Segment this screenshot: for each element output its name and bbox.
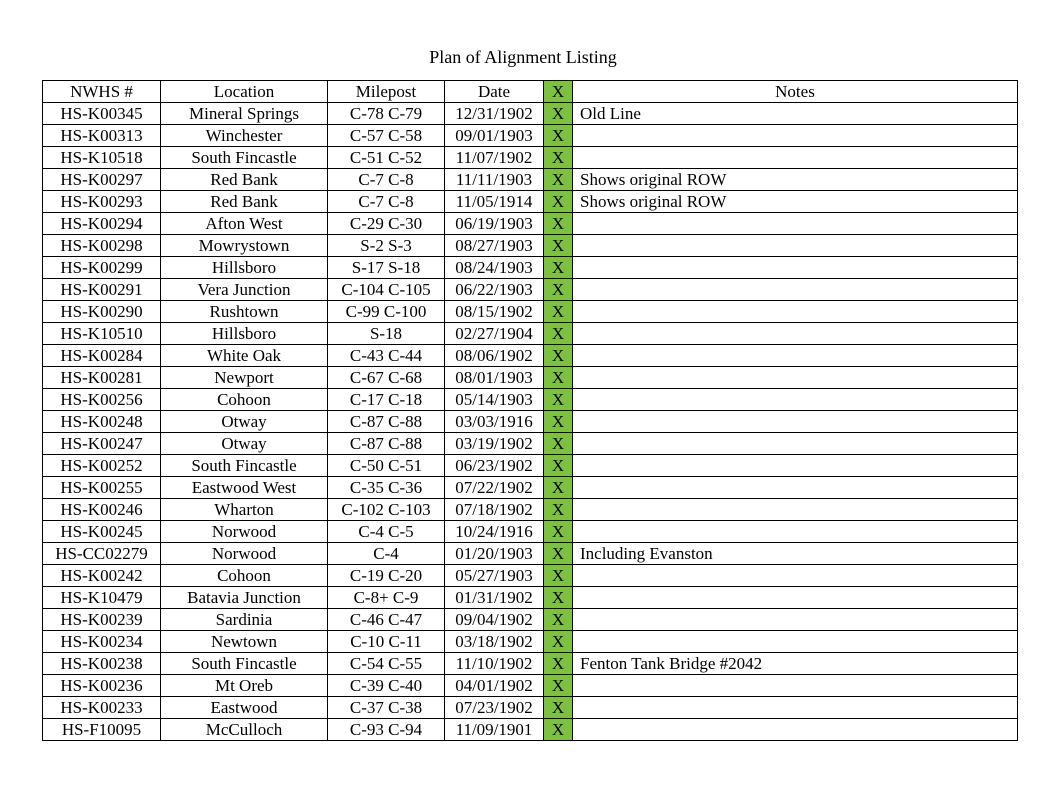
table-row xyxy=(43,323,1018,345)
cell-x-mark: X xyxy=(544,609,573,631)
cell-date: 11/09/1901 xyxy=(445,719,544,741)
cell-x-mark: X xyxy=(544,389,573,411)
cell-date: 06/19/1903 xyxy=(445,213,544,235)
table-row xyxy=(43,499,1018,521)
table-row xyxy=(43,345,1018,367)
cell-location: Hillsboro xyxy=(161,257,328,279)
cell-x-mark: X xyxy=(544,169,573,191)
cell-location: Batavia Junction xyxy=(161,587,328,609)
cell-notes xyxy=(573,235,1018,257)
cell-nwhs: HS-K00247 xyxy=(43,433,161,455)
cell-notes: Shows original ROW xyxy=(573,191,1018,213)
table-row xyxy=(43,543,1018,565)
cell-nwhs: HS-K00299 xyxy=(43,257,161,279)
cell-date: 05/14/1903 xyxy=(445,389,544,411)
cell-x-mark: X xyxy=(544,279,573,301)
table-row xyxy=(43,389,1018,411)
cell-date: 11/11/1903 xyxy=(445,169,544,191)
cell-notes xyxy=(573,697,1018,719)
cell-location: Winchester xyxy=(161,125,328,147)
cell-nwhs: HS-K00293 xyxy=(43,191,161,213)
cell-notes xyxy=(573,587,1018,609)
cell-x-mark: X xyxy=(544,653,573,675)
cell-notes xyxy=(573,433,1018,455)
cell-x-mark: X xyxy=(544,235,573,257)
cell-milepost: C-19 C-20 xyxy=(328,565,445,587)
cell-location: Eastwood xyxy=(161,697,328,719)
cell-x-mark: X xyxy=(544,411,573,433)
table-row xyxy=(43,719,1018,741)
cell-location: Norwood xyxy=(161,521,328,543)
cell-date: 06/23/1902 xyxy=(445,455,544,477)
cell-location: Hillsboro xyxy=(161,323,328,345)
cell-date: 07/23/1902 xyxy=(445,697,544,719)
cell-notes: Old Line xyxy=(573,103,1018,125)
cell-notes: Shows original ROW xyxy=(573,169,1018,191)
cell-notes xyxy=(573,719,1018,741)
cell-nwhs: HS-K00238 xyxy=(43,653,161,675)
cell-milepost: C-7 C-8 xyxy=(328,169,445,191)
cell-x-mark: X xyxy=(544,191,573,213)
cell-nwhs: HS-K00290 xyxy=(43,301,161,323)
cell-milepost: C-29 C-30 xyxy=(328,213,445,235)
column-header-nwhs: NWHS # xyxy=(43,81,161,103)
cell-milepost: C-43 C-44 xyxy=(328,345,445,367)
cell-nwhs: HS-F10095 xyxy=(43,719,161,741)
cell-milepost: C-93 C-94 xyxy=(328,719,445,741)
cell-milepost: C-17 C-18 xyxy=(328,389,445,411)
table-row xyxy=(43,521,1018,543)
cell-notes xyxy=(573,257,1018,279)
cell-x-mark: X xyxy=(544,477,573,499)
cell-location: Cohoon xyxy=(161,565,328,587)
cell-milepost: C-46 C-47 xyxy=(328,609,445,631)
cell-milepost: C-87 C-88 xyxy=(328,411,445,433)
cell-date: 11/10/1902 xyxy=(445,653,544,675)
cell-location: Cohoon xyxy=(161,389,328,411)
cell-nwhs: HS-K10518 xyxy=(43,147,161,169)
table-row xyxy=(43,675,1018,697)
cell-nwhs: HS-K00233 xyxy=(43,697,161,719)
cell-notes xyxy=(573,455,1018,477)
cell-milepost: C-4 xyxy=(328,543,445,565)
table-row xyxy=(43,279,1018,301)
table-row xyxy=(43,235,1018,257)
cell-x-mark: X xyxy=(544,323,573,345)
cell-x-mark: X xyxy=(544,455,573,477)
cell-date: 08/24/1903 xyxy=(445,257,544,279)
cell-x-mark: X xyxy=(544,125,573,147)
table-row xyxy=(43,367,1018,389)
cell-date: 09/01/1903 xyxy=(445,125,544,147)
cell-milepost: S-17 S-18 xyxy=(328,257,445,279)
cell-location: Otway xyxy=(161,411,328,433)
cell-nwhs: HS-K00248 xyxy=(43,411,161,433)
table-body xyxy=(43,103,1018,741)
cell-x-mark: X xyxy=(544,631,573,653)
cell-nwhs: HS-K00291 xyxy=(43,279,161,301)
cell-milepost: C-10 C-11 xyxy=(328,631,445,653)
cell-notes xyxy=(573,521,1018,543)
cell-date: 02/27/1904 xyxy=(445,323,544,345)
cell-nwhs: HS-K00242 xyxy=(43,565,161,587)
cell-nwhs: HS-K00345 xyxy=(43,103,161,125)
cell-notes xyxy=(573,125,1018,147)
cell-date: 10/24/1916 xyxy=(445,521,544,543)
cell-notes xyxy=(573,147,1018,169)
cell-nwhs: HS-K00236 xyxy=(43,675,161,697)
cell-x-mark: X xyxy=(544,521,573,543)
cell-x-mark: X xyxy=(544,103,573,125)
column-header-milepost: Milepost xyxy=(328,81,445,103)
cell-location: Mowrystown xyxy=(161,235,328,257)
cell-location: Norwood xyxy=(161,543,328,565)
cell-notes xyxy=(573,411,1018,433)
cell-nwhs: HS-K00239 xyxy=(43,609,161,631)
cell-date: 03/18/1902 xyxy=(445,631,544,653)
cell-x-mark: X xyxy=(544,301,573,323)
cell-notes: Fenton Tank Bridge #2042 xyxy=(573,653,1018,675)
cell-nwhs: HS-K00313 xyxy=(43,125,161,147)
cell-date: 08/06/1902 xyxy=(445,345,544,367)
table-row xyxy=(43,169,1018,191)
cell-date: 11/07/1902 xyxy=(445,147,544,169)
cell-milepost: S-2 S-3 xyxy=(328,235,445,257)
cell-nwhs: HS-CC02279 xyxy=(43,543,161,565)
cell-location: Afton West xyxy=(161,213,328,235)
cell-milepost: C-50 C-51 xyxy=(328,455,445,477)
cell-notes xyxy=(573,367,1018,389)
cell-milepost: S-18 xyxy=(328,323,445,345)
cell-notes xyxy=(573,477,1018,499)
column-header-notes: Notes xyxy=(573,81,1018,103)
page-title: Plan of Alignment Listing xyxy=(429,47,617,67)
cell-notes xyxy=(573,345,1018,367)
table-row xyxy=(43,147,1018,169)
cell-x-mark: X xyxy=(544,697,573,719)
cell-nwhs: HS-K10510 xyxy=(43,323,161,345)
cell-milepost: C-35 C-36 xyxy=(328,477,445,499)
cell-milepost: C-87 C-88 xyxy=(328,433,445,455)
cell-location: Newtown xyxy=(161,631,328,653)
cell-nwhs: HS-K00297 xyxy=(43,169,161,191)
cell-date: 03/03/1916 xyxy=(445,411,544,433)
cell-notes xyxy=(573,499,1018,521)
cell-date: 07/22/1902 xyxy=(445,477,544,499)
cell-x-mark: X xyxy=(544,367,573,389)
cell-nwhs: HS-K00255 xyxy=(43,477,161,499)
cell-nwhs: HS-K00298 xyxy=(43,235,161,257)
cell-x-mark: X xyxy=(544,213,573,235)
cell-location: Rushtown xyxy=(161,301,328,323)
table-row xyxy=(43,565,1018,587)
cell-nwhs: HS-K00234 xyxy=(43,631,161,653)
table-row xyxy=(43,411,1018,433)
cell-milepost: C-67 C-68 xyxy=(328,367,445,389)
cell-milepost: C-102 C-103 xyxy=(328,499,445,521)
cell-notes xyxy=(573,389,1018,411)
cell-location: Vera Junction xyxy=(161,279,328,301)
cell-notes xyxy=(573,213,1018,235)
cell-location: Mt Oreb xyxy=(161,675,328,697)
cell-nwhs: HS-K00246 xyxy=(43,499,161,521)
cell-date: 03/19/1902 xyxy=(445,433,544,455)
cell-date: 04/01/1902 xyxy=(445,675,544,697)
cell-date: 08/27/1903 xyxy=(445,235,544,257)
cell-location: Sardinia xyxy=(161,609,328,631)
cell-date: 01/31/1902 xyxy=(445,587,544,609)
cell-x-mark: X xyxy=(544,433,573,455)
cell-location: South Fincastle xyxy=(161,653,328,675)
cell-location: South Fincastle xyxy=(161,147,328,169)
cell-notes xyxy=(573,323,1018,345)
cell-date: 05/27/1903 xyxy=(445,565,544,587)
cell-date: 01/20/1903 xyxy=(445,543,544,565)
cell-location: Wharton xyxy=(161,499,328,521)
cell-date: 07/18/1902 xyxy=(445,499,544,521)
cell-x-mark: X xyxy=(544,257,573,279)
cell-notes xyxy=(573,279,1018,301)
cell-milepost: C-54 C-55 xyxy=(328,653,445,675)
cell-location: Newport xyxy=(161,367,328,389)
table-row xyxy=(43,609,1018,631)
cell-milepost: C-104 C-105 xyxy=(328,279,445,301)
cell-notes xyxy=(573,675,1018,697)
cell-date: 09/04/1902 xyxy=(445,609,544,631)
cell-notes xyxy=(573,301,1018,323)
cell-nwhs: HS-K00284 xyxy=(43,345,161,367)
cell-location: White Oak xyxy=(161,345,328,367)
cell-x-mark: X xyxy=(544,719,573,741)
table-row xyxy=(43,631,1018,653)
table-row xyxy=(43,191,1018,213)
cell-milepost: C-78 C-79 xyxy=(328,103,445,125)
cell-location: Red Bank xyxy=(161,191,328,213)
alignment-table xyxy=(42,80,1018,741)
table-row xyxy=(43,257,1018,279)
header-row xyxy=(43,81,1018,103)
cell-location: South Fincastle xyxy=(161,455,328,477)
cell-x-mark: X xyxy=(544,543,573,565)
cell-location: Eastwood West xyxy=(161,477,328,499)
cell-date: 11/05/1914 xyxy=(445,191,544,213)
cell-notes xyxy=(573,609,1018,631)
cell-notes xyxy=(573,631,1018,653)
cell-milepost: C-37 C-38 xyxy=(328,697,445,719)
cell-milepost: C-51 C-52 xyxy=(328,147,445,169)
cell-nwhs: HS-K00294 xyxy=(43,213,161,235)
cell-milepost: C-99 C-100 xyxy=(328,301,445,323)
cell-date: 08/01/1903 xyxy=(445,367,544,389)
table-row xyxy=(43,477,1018,499)
cell-milepost: C-4 C-5 xyxy=(328,521,445,543)
cell-location: Mineral Springs xyxy=(161,103,328,125)
column-header-x: X xyxy=(544,81,573,103)
cell-date: 06/22/1903 xyxy=(445,279,544,301)
table-row xyxy=(43,587,1018,609)
cell-nwhs: HS-K00252 xyxy=(43,455,161,477)
cell-notes xyxy=(573,565,1018,587)
table-row xyxy=(43,697,1018,719)
cell-x-mark: X xyxy=(544,587,573,609)
cell-milepost: C-7 C-8 xyxy=(328,191,445,213)
cell-notes: Including Evanston xyxy=(573,543,1018,565)
table-row xyxy=(43,653,1018,675)
cell-location: McCulloch xyxy=(161,719,328,741)
table-row xyxy=(43,103,1018,125)
table-row xyxy=(43,455,1018,477)
cell-nwhs: HS-K00245 xyxy=(43,521,161,543)
cell-milepost: C-39 C-40 xyxy=(328,675,445,697)
table-row xyxy=(43,301,1018,323)
cell-milepost: C-57 C-58 xyxy=(328,125,445,147)
table-row xyxy=(43,125,1018,147)
cell-milepost: C-8+ C-9 xyxy=(328,587,445,609)
cell-nwhs: HS-K10479 xyxy=(43,587,161,609)
cell-location: Otway xyxy=(161,433,328,455)
table-row xyxy=(43,213,1018,235)
column-header-date: Date xyxy=(445,81,544,103)
cell-location: Red Bank xyxy=(161,169,328,191)
column-header-location: Location xyxy=(161,81,328,103)
cell-date: 12/31/1902 xyxy=(445,103,544,125)
cell-nwhs: HS-K00281 xyxy=(43,367,161,389)
cell-x-mark: X xyxy=(544,499,573,521)
table-row xyxy=(43,433,1018,455)
cell-nwhs: HS-K00256 xyxy=(43,389,161,411)
cell-x-mark: X xyxy=(544,565,573,587)
cell-x-mark: X xyxy=(544,345,573,367)
cell-x-mark: X xyxy=(544,147,573,169)
cell-date: 08/15/1902 xyxy=(445,301,544,323)
cell-x-mark: X xyxy=(544,675,573,697)
